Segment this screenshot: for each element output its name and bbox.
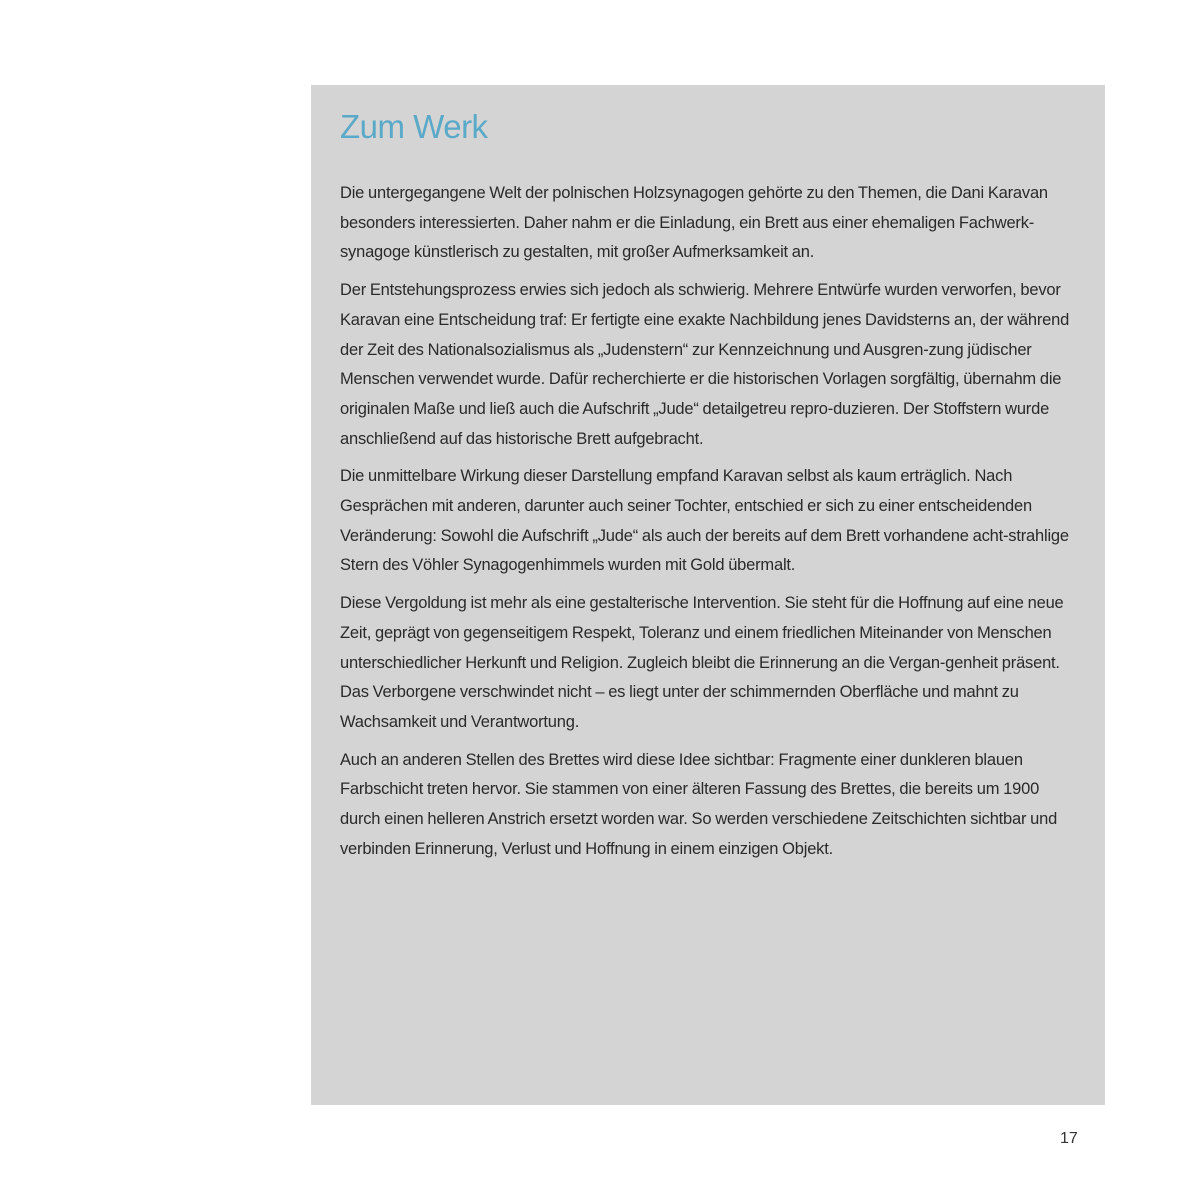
body-text — [340, 179, 1080, 872]
paragraph-4: Diese Vergoldung ist mehr als eine gestalterische Intervention. Sie steht für die Hoffnung auf eine neue Zeit, geprägt von gegenseitigem Respekt, Toleranz und einem friedlichen Miteinander von Menschen unterschiedlicher Herkunft und Religion. Zugleich bleibt die Erinnerung an die Vergan-genheit präsent. Das Verborgene verschwindet nicht – es liegt unter der schimmernden Oberfläche und mahnt zu Wachsamkeit und Verantwortung. — [340, 594, 1064, 731]
section-title: Zum Werk — [340, 108, 488, 145]
text-panel — [311, 85, 1105, 1105]
paragraph-2: Der Entstehungsprozess erwies sich jedoch als schwierig. Mehrere Entwürfe wurden verworfen, bevor Karavan eine Entscheidung traf: Er fertigte eine exakte Nachbildung jenes Davidsterns an, der während der Zeit des Nationalsozialismus als „Judenstern“ zur Kennzeichnung und Ausgren-zung jüdischer Menschen verwendet wurde. Dafür recherchierte er die historischen Vorlagen sorgfältig, übernahm die originalen Maße und ließ auch die Aufschrift „Jude“ detailgetreu repro-duzieren. Der Stoffstern wurde anschließend auf das historische Brett aufgebracht. — [340, 281, 1070, 448]
page-number: 17 — [1060, 1130, 1078, 1147]
paragraph-3: Die unmittelbare Wirkung dieser Darstellung empfand Karavan selbst als kaum erträglich. Nach Gesprächen mit anderen, darunter auch seiner Tochter, entschied er sich zu einer entscheidenden Veränderung: Sowohl die Aufschrift „Jude“ als auch der bereits auf dem Brett vorhandene acht-strahlige Stern des Vöhler Synagogenhimmels wurden mit Gold übermalt. — [340, 467, 1069, 575]
paragraph-5: Auch an anderen Stellen des Brettes wird diese Idee sichtbar: Fragmente einer dunkleren blauen Farbschicht treten hervor. Sie stammen von einer älteren Fassung des Brettes, die bereits um 1900 durch einen helleren Anstrich ersetzt worden war. So werden verschiedene Zeitschichten sichtbar und verbinden Erinnerung, Verlust und Hoffnung in einem einzigen Objekt. — [340, 750, 1058, 858]
paragraph-1: Die untergegangene Welt der polnischen Holzsynagogen gehörte zu den Themen, die Dani Karavan besonders interessierten. Daher nahm er die Einladung, ein Brett aus einer ehemaligen Fachwerk-synagoge künstlerisch zu gestalten, mit großer Aufmerksamkeit an. — [340, 184, 1048, 262]
